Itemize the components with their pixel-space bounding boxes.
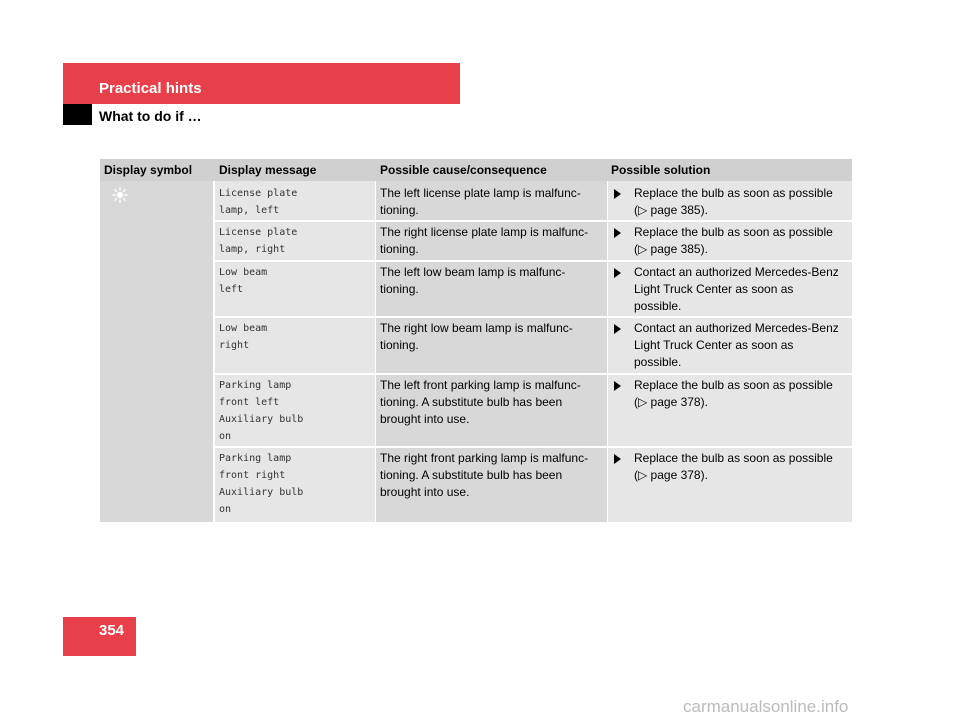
column-header: Possible cause/consequence [380,163,547,177]
bullet-arrow-icon [614,381,621,391]
column-header: Possible solution [611,163,711,177]
solution-text: Replace the bulb as soon as possible (▷ page 385). [634,225,833,256]
row-separator [215,373,852,375]
section-title: Practical hints [99,80,202,97]
lamp-icon [112,187,128,203]
page-number: 354 [99,622,125,639]
cause-text: The right front parking lamp is malfunc- tioning. A substitute bulb has been brought into use. [380,451,589,499]
display-message: Parking lamp front left Auxiliary bulb on [219,380,304,442]
column-header: Display message [219,163,317,177]
bullet-arrow-icon [614,268,621,278]
display-messages-table [100,159,852,522]
solution-text: Replace the bulb as soon as possible (▷ page 378). [634,378,833,409]
display-message: License plate lamp, right [219,227,298,255]
display-message: Low beam left [219,267,268,295]
bullet-arrow-icon [614,228,621,238]
solution-item [608,264,839,315]
solution-item [608,185,833,219]
watermark: carmanualsonline.info [683,697,849,716]
bullet-arrow-icon [614,324,621,334]
symbol-column [100,159,213,522]
cause-text: The right low beam lamp is malfunc- tioning. [380,321,573,352]
cause-text: The left license plate lamp is malfunc- tioning. [380,186,581,217]
solution-item [608,320,839,371]
table-header [100,159,852,181]
solution-item [608,224,833,258]
solution-item [608,450,833,484]
header-marker [63,104,92,125]
solution-text: Replace the bulb as soon as possible (▷ page 378). [634,451,833,482]
column-header: Display symbol [104,163,193,177]
bullet-arrow-icon [614,454,621,464]
solution-text: Replace the bulb as soon as possible (▷ page 385). [634,186,833,217]
display-message: Parking lamp front right Auxiliary bulb on [219,453,304,515]
cause-text: The right license plate lamp is malfunc- tioning. [380,225,589,256]
display-message: License plate lamp, left [219,188,298,216]
row-separator [215,260,852,262]
solution-text: Contact an authorized Mercedes-Benz Light Truck Center as soon as possible. [634,321,839,369]
solution-item [608,377,833,411]
cause-text: The left front parking lamp is malfunc- tioning. A substitute bulb has been brought into use. [380,378,581,426]
cause-text: The left low beam lamp is malfunc- tioning. [380,265,566,296]
row-separator [215,220,852,222]
solution-text: Contact an authorized Mercedes-Benz Light Truck Center as soon as possible. [634,265,839,313]
row-separator [215,446,852,448]
bullet-arrow-icon [614,189,621,199]
row-separator [215,316,852,318]
display-message: Low beam right [219,323,268,351]
section-subtitle: What to do if … [99,108,202,124]
